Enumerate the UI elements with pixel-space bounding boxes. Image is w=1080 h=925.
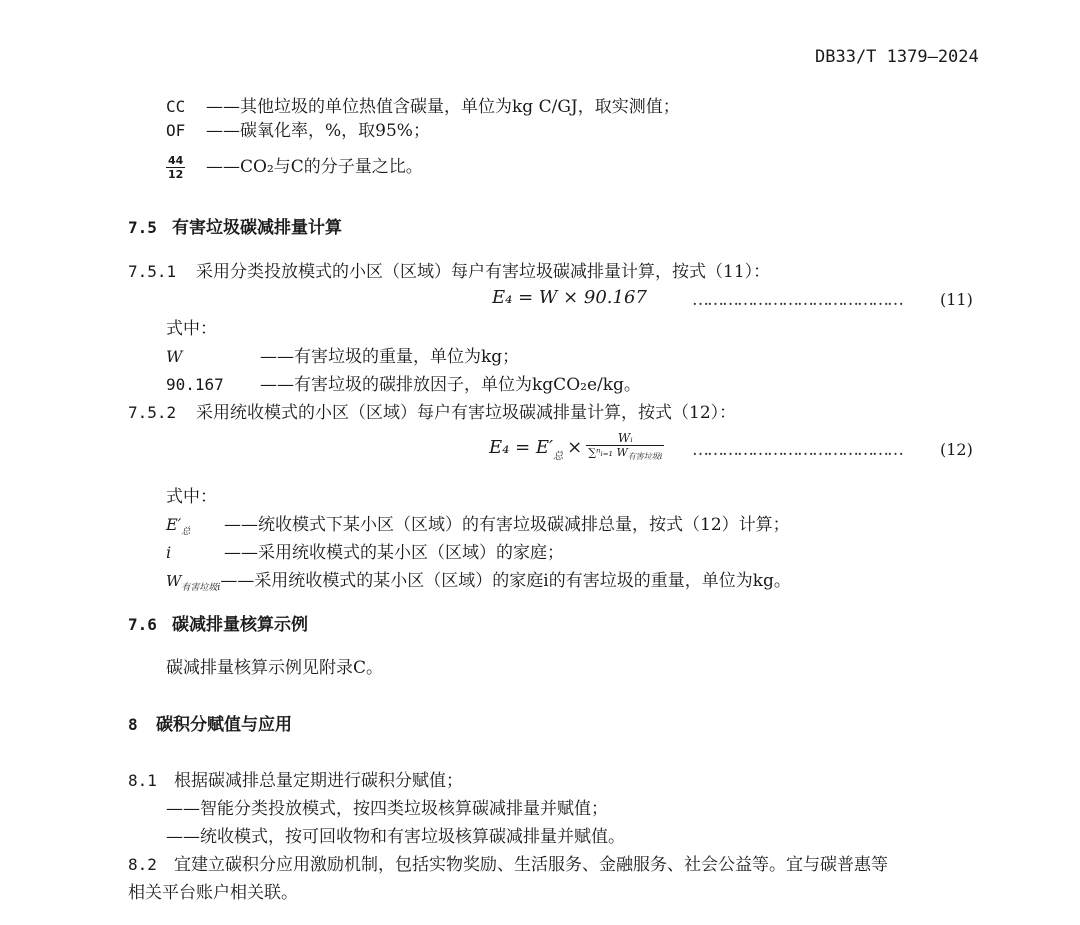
where-label: 式中： <box>166 487 217 507</box>
list-item: ——智能分类投放模式，按四类垃圾核算碳减排量并赋值； <box>166 799 608 819</box>
clause-8-2-continued: 相关平台账户相关联。 <box>128 883 298 903</box>
formula-12-lhs-sub: 总 <box>553 451 564 463</box>
section-8-heading: 8 碳积分赋值与应用 <box>128 715 292 735</box>
formula-12-times: × <box>567 437 583 459</box>
def-symbol: OF <box>166 121 186 140</box>
formula-12-fraction: $\frac{\text{Wᵢ}}{\sum^nᵢ_{=1} W_{有害垃圾i}}$ <box>588 431 663 462</box>
def-w-hazardous <box>166 570 791 599</box>
def-text: ——其他垃圾的单位热值含碳量，单位为kg C/GJ，取实测值； <box>206 97 680 117</box>
formula-12 <box>489 432 664 463</box>
def-text: ——统收模式下某小区（区域）的有害垃圾碳减排总量，按式（12）计算； <box>224 515 790 535</box>
def-text: ——采用统收模式的某小区（区域）的家庭； <box>224 543 564 563</box>
clause-7-5-1: 7.5.1 采用分类投放模式的小区（区域）每户有害垃圾碳减排量计算，按式（11）： <box>128 262 771 282</box>
def-symbol: $E'_总$ <box>166 515 191 538</box>
formula-12-leader-dots: …………………………………… <box>692 440 902 460</box>
clause-8-2: 8.2 宜建立碳积分应用激励机制，包括实物奖励、生活服务、金融服务、社会公益等。宜与碳普惠等 <box>128 855 888 875</box>
def-text: ——有害垃圾的碳排放因子，单位为kgCO₂e/kg。 <box>260 375 641 395</box>
def-symbol: CC <box>166 97 186 116</box>
def-symbol: 90.167 <box>166 375 224 394</box>
formula-12-lhs: E₄ = E′ <box>489 437 554 459</box>
formula-11-number: (11) <box>940 290 973 309</box>
doc-code: DB33/T 1379—2024 <box>815 47 979 67</box>
list-item: ——统收模式，按可回收物和有害垃圾核算碳减排量并赋值。 <box>166 827 625 847</box>
fraction-44-12: 44 12 <box>168 154 184 181</box>
def-text: ——有害垃圾的重量，单位为kg； <box>260 347 520 367</box>
def-e-total <box>166 514 790 543</box>
clause-8-1: 8.1 根据碳减排总量定期进行碳积分赋值； <box>128 771 463 791</box>
section-7-5-heading: 7.5 有害垃圾碳减排量计算 <box>128 218 342 238</box>
def-factor <box>166 374 641 396</box>
def-text: ——碳氧化率，%，取95%； <box>206 121 430 141</box>
def-w <box>166 346 519 368</box>
def-symbol: W <box>166 347 183 366</box>
where-label: 式中： <box>166 319 217 339</box>
def-symbol: $W_{有害垃圾i}$ <box>166 572 221 593</box>
formula-12-number: (12) <box>940 440 973 459</box>
formula-11: E₄ = W × 90.167 <box>492 287 647 308</box>
def-text: ——采用统收模式的某小区（区域）的家庭i的有害垃圾的重量，单位为kg。 <box>220 571 791 591</box>
def-of <box>166 120 430 142</box>
def-text: ——CO₂与C的分子量之比。 <box>206 157 423 177</box>
def-cc <box>166 96 680 118</box>
formula-11-leader-dots: …………………………………… <box>692 290 902 310</box>
def-i <box>166 542 564 564</box>
section-7-6-text: 碳减排量核算示例见附录C。 <box>166 658 384 678</box>
clause-7-5-2: 7.5.2 采用统收模式的小区（区域）每户有害垃圾碳减排量计算，按式（12）： <box>128 403 737 423</box>
def-molecular-ratio <box>166 154 423 181</box>
def-symbol: i <box>166 543 172 562</box>
section-7-6-heading: 7.6 碳减排量核算示例 <box>128 615 308 635</box>
